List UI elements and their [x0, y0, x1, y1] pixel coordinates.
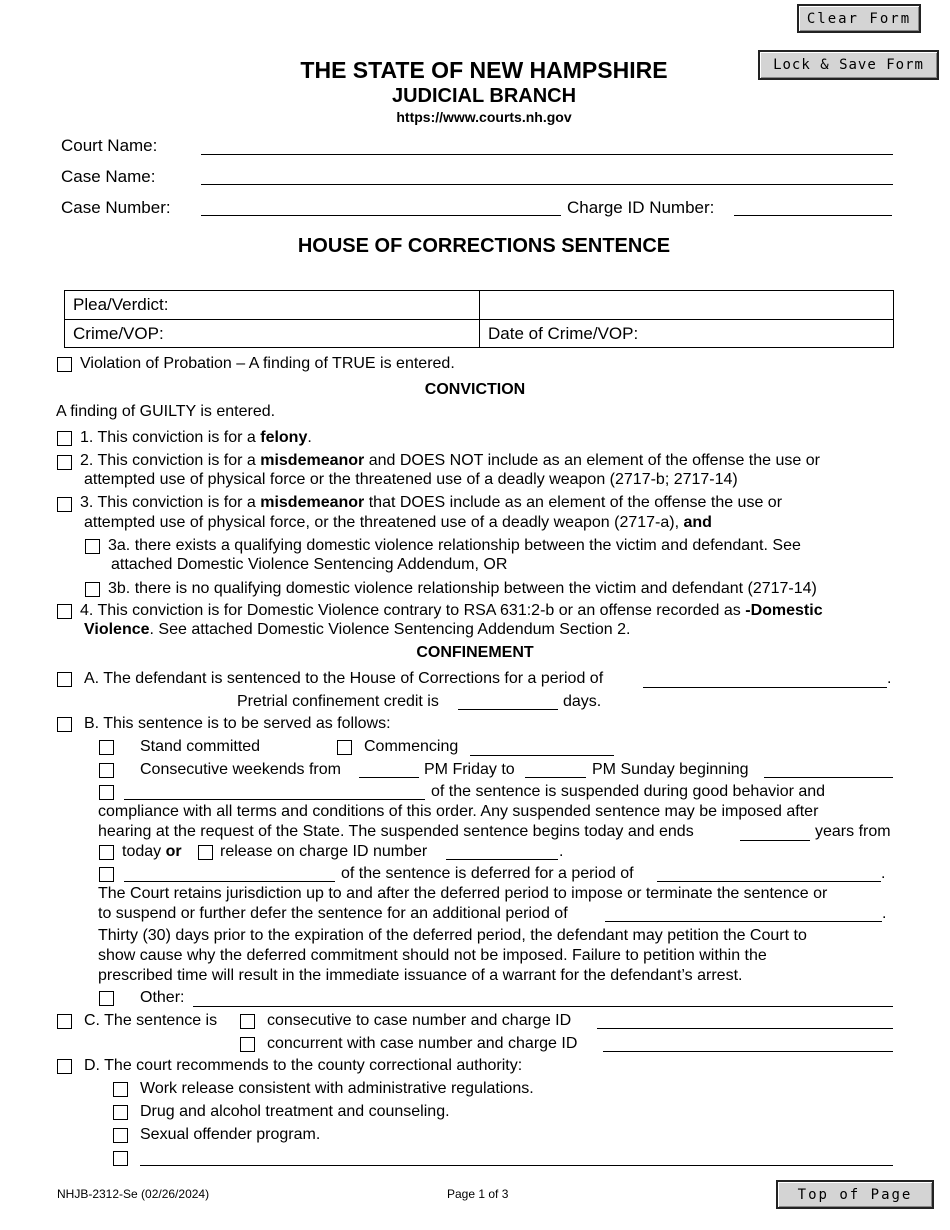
conviction-3a-text-line2: attached Domestic Violence Sentencing Addendum, OR	[111, 556, 508, 573]
page-number: Page 1 of 3	[447, 1187, 509, 1201]
other-checkbox[interactable]	[99, 991, 114, 1006]
commencing-checkbox[interactable]	[337, 740, 352, 755]
case-number-label: Case Number:	[61, 198, 171, 217]
release-period: .	[559, 843, 564, 860]
lock-save-form-button[interactable]: Lock & Save Form	[758, 50, 939, 80]
conviction-4-text-line2: Violence. See attached Domestic Violence Sentencing Addendum Section 2.	[84, 621, 631, 638]
consecutive-label: consecutive to case number and charge ID	[267, 1012, 572, 1029]
conviction-3-text: 3. This conviction is for a misdemeanor that DOES include as an element of the offense the use or	[80, 494, 783, 511]
court-url: https://www.courts.nh.gov	[396, 109, 572, 125]
release-checkbox[interactable]	[198, 845, 213, 860]
weekends-checkbox[interactable]	[99, 763, 114, 778]
deferred-text-line2: The Court retains jurisdiction up to and after the deferred period to impose or terminate the sentence or	[98, 885, 828, 902]
commencing-label: Commencing	[364, 738, 459, 755]
suspended-text-line3: hearing at the request of the State. The suspended sentence begins today and ends	[98, 823, 694, 840]
clear-form-button[interactable]: Clear Form	[797, 4, 921, 33]
pretrial-credit-label: Pretrial confinement credit is	[237, 693, 439, 710]
case-name-label: Case Name:	[61, 167, 156, 186]
concurrent-checkbox[interactable]	[240, 1037, 255, 1052]
confinement-c-text: C. The sentence is	[84, 1012, 218, 1029]
form-title: HOUSE OF CORRECTIONS SENTENCE	[297, 235, 671, 257]
pretrial-credit-input[interactable]	[458, 709, 558, 710]
branch-title: JUDICIAL BRANCH	[391, 85, 577, 107]
court-name-label: Court Name:	[61, 136, 158, 155]
pm-sunday-label: PM Sunday beginning	[592, 761, 749, 778]
pretrial-days-label: days.	[563, 693, 602, 710]
deferred-text-line3: to suspend or further defer the sentence for an additional period of	[98, 905, 568, 922]
conviction-3a-text: 3a. there exists a qualifying domestic violence relationship between the victim and defendant. See	[108, 537, 801, 554]
concurrent-input[interactable]	[603, 1051, 893, 1052]
deferred-period-input[interactable]	[657, 881, 881, 882]
today-or-label: today or	[122, 843, 182, 860]
stand-committed-label: Stand committed	[140, 738, 261, 755]
suspended-years-input[interactable]	[740, 840, 810, 841]
case-name-input[interactable]	[201, 184, 893, 185]
recommend-other-input[interactable]	[140, 1165, 893, 1166]
conviction-3a-checkbox[interactable]	[85, 539, 100, 554]
commencing-input[interactable]	[470, 755, 614, 756]
crime-vop-label: Crime/VOP:	[73, 324, 164, 343]
release-charge-id-input[interactable]	[446, 859, 558, 860]
work-release-checkbox[interactable]	[113, 1082, 128, 1097]
conviction-2-text-line2: attempted use of physical force or the threatened use of a deadly weapon (2717-b; 2717-14)	[84, 471, 738, 488]
date-of-crime-label: Date of Crime/VOP:	[488, 324, 639, 343]
other-label: Other:	[140, 989, 185, 1006]
charge-id-input[interactable]	[734, 215, 892, 216]
suspended-text: of the sentence is suspended during good behavior and	[431, 783, 826, 800]
vop-text: Violation of Probation – A finding of TRUE is entered.	[80, 355, 455, 372]
confinement-heading: CONFINEMENT	[416, 644, 534, 661]
confinement-a-period: .	[887, 670, 892, 687]
sex-offender-checkbox[interactable]	[113, 1128, 128, 1143]
additional-period-input[interactable]	[605, 921, 882, 922]
deferred-period: .	[881, 865, 886, 882]
weekends-friday-input[interactable]	[359, 777, 419, 778]
weekends-label: Consecutive weekends from	[140, 761, 341, 778]
conviction-4-text: 4. This conviction is for Domestic Violence contrary to RSA 631:2-b or an offense recorded as -Domestic	[80, 602, 823, 619]
conviction-2-text: 2. This conviction is for a misdemeanor and DOES NOT include as an element of the offense the use or	[80, 452, 820, 469]
sex-offender-label: Sexual offender program.	[140, 1126, 321, 1143]
additional-period-end: .	[882, 905, 887, 922]
deferred-text-line5: show cause why the deferred commitment should not be imposed. Failure to petition within the	[98, 947, 767, 964]
conviction-1-checkbox[interactable]	[57, 431, 72, 446]
weekends-sunday-input[interactable]	[525, 777, 586, 778]
recommend-other-checkbox[interactable]	[113, 1151, 128, 1166]
confinement-b-text: B. This sentence is to be served as follows:	[84, 715, 391, 732]
consecutive-input[interactable]	[597, 1028, 893, 1029]
confinement-b-checkbox[interactable]	[57, 717, 72, 732]
other-input[interactable]	[193, 1006, 893, 1007]
conviction-heading: CONVICTION	[424, 381, 526, 398]
deferred-checkbox[interactable]	[99, 867, 114, 882]
conviction-3b-checkbox[interactable]	[85, 582, 100, 597]
consecutive-checkbox[interactable]	[240, 1014, 255, 1029]
deferred-text-line4: Thirty (30) days prior to the expiration of the deferred period, the defendant may petition the Court to	[98, 927, 807, 944]
confinement-a-text: A. The defendant is sentenced to the House of Corrections for a period of	[84, 670, 604, 687]
release-label: release on charge ID number	[220, 843, 428, 860]
case-number-input[interactable]	[201, 215, 561, 216]
state-title: THE STATE OF NEW HAMPSHIRE	[300, 57, 668, 83]
suspended-text-line2: compliance with all terms and conditions of this order. Any suspended sentence may be imposed after	[98, 803, 819, 820]
conviction-4-checkbox[interactable]	[57, 604, 72, 619]
plea-verdict-label: Plea/Verdict:	[73, 295, 169, 314]
drug-treatment-label: Drug and alcohol treatment and counseling.	[140, 1103, 450, 1120]
pm-friday-label: PM Friday to	[424, 761, 515, 778]
deferred-text-line6: prescribed time will result in the immediate issuance of a warrant for the defendant’s arrest.	[98, 967, 743, 984]
court-name-input[interactable]	[201, 154, 893, 155]
years-from-label: years from	[815, 823, 891, 840]
weekends-beginning-input[interactable]	[764, 777, 893, 778]
work-release-label: Work release consistent with administrative regulations.	[140, 1080, 534, 1097]
vop-checkbox[interactable]	[57, 357, 72, 372]
suspended-amount-input[interactable]	[124, 799, 425, 800]
confinement-d-checkbox[interactable]	[57, 1059, 72, 1074]
conviction-3-text-line2: attempted use of physical force, or the threatened use of a deadly weapon (2717-a), and	[84, 514, 712, 531]
top-of-page-button[interactable]: Top of Page	[776, 1180, 934, 1209]
conviction-1-text: 1. This conviction is for a felony.	[80, 429, 312, 446]
charge-id-label: Charge ID Number:	[567, 198, 715, 217]
confinement-d-text: D. The court recommends to the county correctional authority:	[84, 1057, 523, 1074]
guilty-finding: A finding of GUILTY is entered.	[56, 403, 276, 420]
concurrent-label: concurrent with case number and charge ID	[267, 1035, 578, 1052]
conviction-3b-text: 3b. there is no qualifying domestic violence relationship between the victim and defendant (2717-14)	[108, 580, 817, 597]
plea-crime-table	[64, 290, 894, 348]
suspended-checkbox[interactable]	[99, 785, 114, 800]
form-id: NHJB-2312-Se (02/26/2024)	[57, 1187, 210, 1201]
deferred-text: of the sentence is deferred for a period of	[341, 865, 634, 882]
deferred-amount-input[interactable]	[124, 881, 335, 882]
today-checkbox[interactable]	[99, 845, 114, 860]
stand-committed-checkbox[interactable]	[99, 740, 114, 755]
conviction-3-checkbox[interactable]	[57, 497, 72, 512]
conviction-2-checkbox[interactable]	[57, 455, 72, 470]
confinement-period-input[interactable]	[643, 687, 887, 688]
drug-treatment-checkbox[interactable]	[113, 1105, 128, 1120]
confinement-a-checkbox[interactable]	[57, 672, 72, 687]
confinement-c-checkbox[interactable]	[57, 1014, 72, 1029]
